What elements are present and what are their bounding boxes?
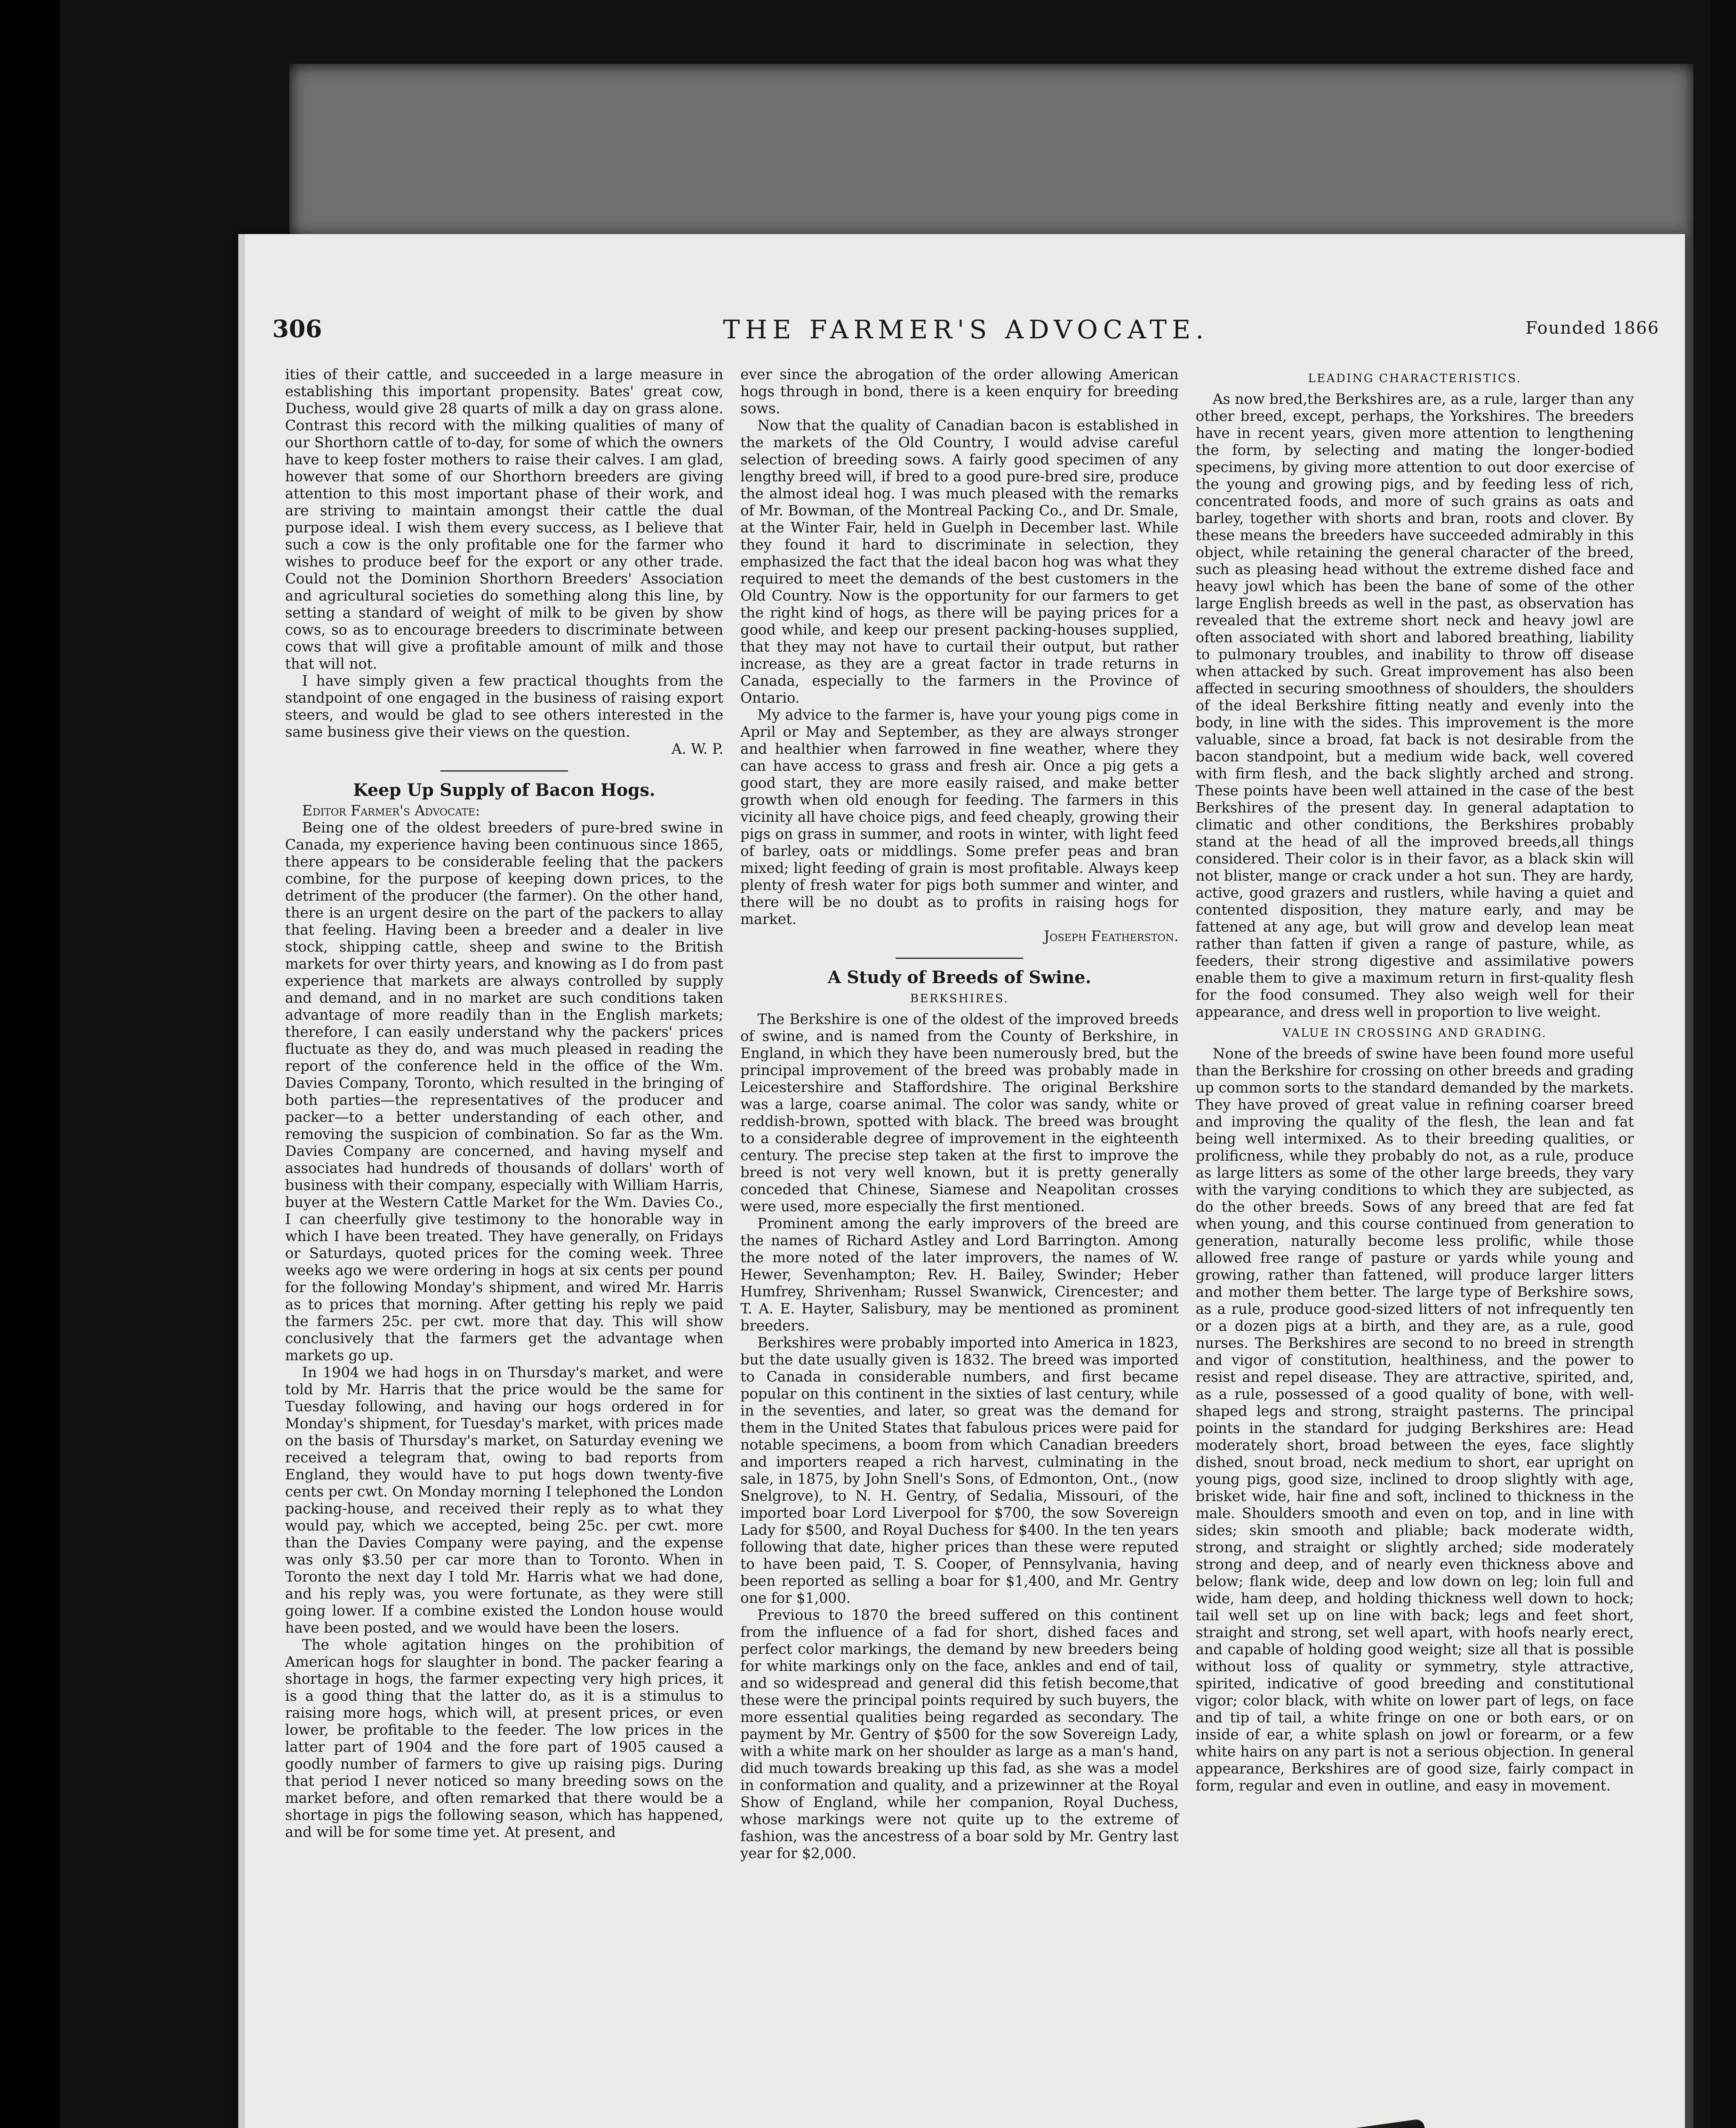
paragraph: None of the breeds of swine have been found more useful than the Berkshire for crossing on other breeds and grading up common sorts to the standard demanded by the markets. They have proved of great value in refining coarser breed and improving the quality of the flesh, the lean and fat being well intermixed. As to their breeding qualities, or prolificness, while they probably do not, as a rule, produce as large litters as some of the other large breeds, they vary with the varying conditions to which they are subjected, as do the other breeds. Sows of any breed that are fed fat when young, and this course continued from generation to generation, naturally become less prolific, while those allowed free range of pasture or yards while young and growing, rather than fattened, will produce larger litters and mother them better. The large type of Berkshire sows, as a rule, produce good-sized litters of not infrequently ten or a dozen pigs at a birth, and they are, as a rule, good nurses. The Berkshires are second to no breed in strength and vigor of constitution, healthiness, and the power to resist and repel disease. They are attractive, spirited, and, as a rule, possessed of a good quality of bone, with well-shaped legs and strong, straight pasterns. The principal points in the standard for judging Berkshires are: Head moderately short, broad between the eyes, face slightly dished, snout broad, neck medium to short, ear upright on young pigs, good size, inclined to droop slightly with age, brisket wide, hair fine and soft, inclined to thickness in the male. Shoulders smooth and even on top, and in line with sides; skin smooth and pliable; back moderate width, strong, and straight or slightly arched; side moderately strong and deep, and of nearly even thickness above and below; flank wide, deep and low down on leg; loin full and wide, ham deep, and holding thickness well down to hock; tail well set up on line with back; legs and feet short, straight and strong, set well apart, with hoofs nearly erect, and capable of holding good weight; size all that is possible without loss of quality or symmetry, style attractive, spirited, indicative of good breeding and constitutional vigor; color black, with white on lower part of legs, on face and tip of tail, a white fringe on one or both ears, or on inside of ear, a white splash on jowl or forearm, or a few white hairs on any part is not a serious objection. In general appearance, Berkshires are of good size, fairly compact in form, regular and even in outline, and easy in movement. — [1196, 1045, 1634, 1794]
paragraph: I have simply given a few practical thoughts from the standpoint of one engaged in the business of raising export steers, and would be glad to see others interested in the same business give their views on the question. — [285, 672, 723, 740]
paragraph: Previous to 1870 the breed suffered on this continent from the influence of a fad for short, dished faces and perfect color markings, the demand by new breeders being for white markings only on the face, ankles and end of tail, and so widespread and general did this fetish become,that these were the principal points required by such buyers, the more essential qualities being regarded as secondary. The payment by Mr. Gentry of $500 for the sow Sovereign Lady, with a white mark on her shoulder as large as a man's hand, did much towards breaking up this fad, as she was a model in conformation and quality, and a prizewinner at the Royal Show of England, while her companion, Royal Duchess, whose markings were not quite up to the extreme of fashion, was the ancestress of a boar sold by Mr. Gentry last year for $2,000. — [740, 1607, 1179, 1862]
column-3 — [1196, 366, 1634, 1794]
column-1 — [285, 366, 723, 1841]
paragraph: Being one of the oldest breeders of pure-bred swine in Canada, my experience having been continuous since 1865, there appears to be considerable feeling that the packers combine, for the purpose of keeping down prices, to the detriment of the producer (the farmer). On the other hand, there is an urgent desire on the part of the packers to allay that feeling. Having been a breeder and a dealer in live stock, shipping cattle, sheep and swine to the British markets for over thirty years, and knowing as I do from past experience that markets are always controlled by supply and demand, and in no market are such conditions taken advantage of more readily than in the English markets; therefore, I can easily understand why the packers' prices fluctuate as they do, and was much pleased in reading the report of the conference held in the office of the Wm. Davies Company, Toronto, which resulted in the bringing of both parties—the representatives of the producer and packer—to a better understanding of each other, and removing the suspicion of combination. So far as the Wm. Davies Company are concerned, and having myself and associates had hundreds of thousands of dollars' worth of business with their company, especially with William Harris, buyer at the Western Cattle Market for the Wm. Davies Co., I can cheerfully give testimony to the honorable way in which I have been treated. They have generally, on Fridays or Saturdays, quoted prices for the coming week. Three weeks ago we were ordering in hogs at six cents per pound for the following Monday's shipment, and wired Mr. Harris as to prices that morning. After getting his reply we paid the farmers 25c. per cwt. more that day. This will show conclusively that the farmers get the advantage when markets go up. — [285, 819, 723, 1364]
scan-border-left — [0, 0, 60, 2128]
paragraph: In 1904 we had hogs in on Thursday's market, and were told by Mr. Harris that the price would be the same for Tuesday following, and having our hogs ordered in for Monday's shipment, for Tuesday's market, with prices made on the basis of Thursday's market, on Saturday evening we received a telegram that, owing to bad reports from England, they would have to put hogs down twenty-five cents per cwt. On Monday morning I telephoned the London packing-house, and received their reply as to what they would pay, which we accepted, being 25c. per cwt. more than the Davies Company were paying, and the expense was only $3.50 per car more than to Toronto. When in Toronto the next day I told Mr. Harris what we had done, and his reply was, you were fortunate, as they were still going lower. If a combine existed the London house would have been posted, and we would have been the losers. — [285, 1364, 723, 1636]
publication-title: THE FARMER'S ADVOCATE. — [723, 315, 1209, 345]
article-headline: A Study of Breeds of Swine. — [828, 967, 1091, 987]
paragraph: ever since the abrogation of the order allowing American hogs through in bond, there is a keen enquiry for breeding sows. — [740, 366, 1179, 417]
paragraph: The Berkshire is one of the oldest of the improved breeds of swine, and is named from the County of Berkshire, in England, in which they have been numerously bred, but the principal improvement of the breed was probably made in Leicestershire and Staffordshire. The original Berkshire was a large, coarse animal. The color was sandy, white or reddish-brown, spotted with black. The breed was brought to a considerable degree of improvement in the eighteenth century. The precise step taken at the first to improve the breed is not very well known, but it is pretty generally conceded that Chinese, Siamese and Neapolitan crosses were used, more especially the first mentioned. — [740, 1011, 1179, 1215]
signature: Joseph Featherston. — [1044, 928, 1179, 944]
paragraph: ities of their cattle, and succeeded in a large measure in establishing this important propensity. Bates' great cow, Duchess, would give 28 quarts of milk a day on grass alone. Contrast this record with the milking qualities of many of our Shorthorn cattle of to-day, for some of which the owners have to keep foster mothers to raise their calves. I am glad, however that some of our Shorthorn breeders are giving attention to this most important phase of their work, and are striving to maintain amongst their cattle the dual purpose ideal. I wish them every success, as I believe that such a cow is the only profitable one for the farmer who wishes to produce beef for the export or any other trade. Could not the Dominion Shorthorn Breeders' Association and agricultural societies do something along this line, by setting a standard of weight of milk to be given by show cows, so as to encourage breeders to discriminate between cows that will give a profitable amount of milk and those that will not. — [285, 366, 723, 672]
page-edge — [238, 234, 245, 2128]
paragraph: Prominent among the early improvers of the breed are the names of Richard Astley and Lord Barrington. Among the more noted of the later improvers, the names of W. Hewer, Sevenhampton; Rev. H. Bailey, Swinder; Heber Humfrey, Shrivenham; Russel Swanwick, Cirencester; and T. A. E. Hayter, Salisbury, may be mentioned as prominent breeders. — [740, 1215, 1179, 1334]
salutation: Editor Farmer's Advocate: — [302, 802, 480, 819]
newspaper-page — [238, 234, 1685, 2128]
paragraph: My advice to the farmer is, have your young pigs come in April or May and September, as they are always stronger and healthier when farrowed in fine weather, where they can have access to grass and fresh air. Once a pig gets a good start, they are more easily raised, and make better growth when old enough for feeding. The farmers in this vicinity all have choice pigs, and feed cheaply, growing their pigs on grass in summer, and roots in winter, with light feed of barley, oats or middlings. Some prefer peas and bran mixed; light feeding of grain is most profitable. Always keep plenty of fresh water for pigs both summer and winter, and there will be no doubt as to profits in raising hogs for market. — [740, 706, 1179, 927]
signature: A. W. P. — [671, 741, 723, 757]
page-number: 306 — [272, 315, 322, 343]
masthead — [272, 315, 1659, 349]
section-subhead: BERKSHIRES. — [910, 992, 1009, 1005]
paragraph: The whole agitation hinges on the prohibition of American hogs for slaughter in bond. The packer fearing a shortage in hogs, the farmer expecting very high prices, it is a good thing that the latter do, as it is a stimulus to raising more hogs, which will, at present prices, or even lower, be profitable to the feeder. The low prices in the latter part of 1904 and the fore part of 1905 caused a goodly number of farmers to give up raising pigs. During that period I never noticed so many breeding sows on the market before, and often remarked that there would be a shortage in pigs the following season, which has happened, and will be for some time yet. At present, and — [285, 1636, 723, 1840]
column-2 — [740, 366, 1179, 1862]
paragraph: Now that the quality of Canadian bacon is established in the markets of the Old Country, I would advise careful selection of breeding sows. A fairly good specimen of any lengthy breed will, if bred to a good pure-bred sire, produce the almost ideal hog. I was much pleased with the remarks of Mr. Bowman, of the Montreal Packing Co., and Dr. Smale, at the Winter Fair, held in Guelph in December last. While they found it hard to discriminate in selection, they emphasized the fact that the ideal bacon hog was what they required to meet the demands of the best customers in the Old Country. Now is the opportunity for our farmers to get the right kind of hogs, as there will be paying prices for a good while, and keep our present packing-houses supplied, that they may not have to curtail their output, but rather increase, as they are a great factor in trade returns in Canada, especially to the farmers in the Province of Ontario. — [740, 417, 1179, 706]
article-headline: Keep Up Supply of Bacon Hogs. — [353, 780, 656, 800]
paragraph: Berkshires were probably imported into America in 1823, but the date usually given is 1832. The breed was imported to Canada in considerable numbers, and first became popular on this continent in the sixties of last century, while in the seventies, and later, so great was the demand for them in the United States that fabulous prices were paid for notable specimens, a boom from which Canadian breeders and importers reaped a rich harvest, culminating in the sale, in 1875, by John Snell's Sons, of Edmonton, Ont., (now Snelgrove), to N. H. Gentry, of Sedalia, Missouri, of the imported boar Lord Liverpool for $700, the sow Sovereign Lady for $500, and Royal Duchess for $400. In the ten years following that date, higher prices than these were reputed to have been paid, T. S. Cooper, of Pennsylvania, having been reported as selling a boar for $1,400, and Mr. Gentry one for $1,000. — [740, 1334, 1179, 1606]
section-subhead: LEADING CHARACTERISTICS. — [1308, 372, 1522, 385]
section-subhead: VALUE IN CROSSING AND GRADING. — [1282, 1027, 1547, 1040]
scan-border-right — [1710, 0, 1736, 2128]
paragraph: As now bred,the Berkshires are, as a rule, larger than any other breed, except, perhaps, the Yorkshires. The breeders have in recent years, given more attention to lengthening the form, by selecting and mating the longer-bodied specimens, by giving more attention to out door exercise of the young and growing pigs, and by feeding less of rich, concentrated foods, and more of such grains as oats and barley, together with shorts and bran, roots and clover. By these means the breeders have succeeded admirably in this object, while retaining the general character of the breed, such as pleasing head without the extreme dished face and heavy jowl which has been the bane of some of the other large English breeds as well in the past, as observation has revealed that the extreme short neck and heavy jowl are often associated with short and labored breathing, liability to pulmonary troubles, and inability to throw off disease when attacked by such. Great improvement has also been affected in securing smoothness of shoulders, the shoulders of the ideal Berkshire fitting neatly and evenly into the body, in line with the sides. This improvement is the more valuable, since a broad, fat back is not desirable from the bacon standpoint, but a medium wide back, well covered with firm flesh, and the back slightly arched and strong. These points have been well attained in the case of the best Berkshires of the present day. In general adaptation to climatic and other conditions, the Berkshires probably stand at the head of all the improved breeds,all things considered. Their color is in their favor, as a black skin will not blister, mange or crack under a hot sun. They are hardy, active, good grazers and rustlers, while having a quiet and contented disposition, they mature early, and may be fattened at any age, but will grow and develop lean meat rather than fatten if given a range of pasture, while, as feeders, their strong digestive and assimilative powers enable them to give a maximum return in first-quality flesh for the food consumed. They also weigh well for their appearance, and dress well in proportion to live weight. — [1196, 391, 1634, 1020]
founded-note: Founded 1866 — [1525, 318, 1659, 338]
divider — [440, 770, 568, 772]
divider — [896, 958, 1023, 959]
